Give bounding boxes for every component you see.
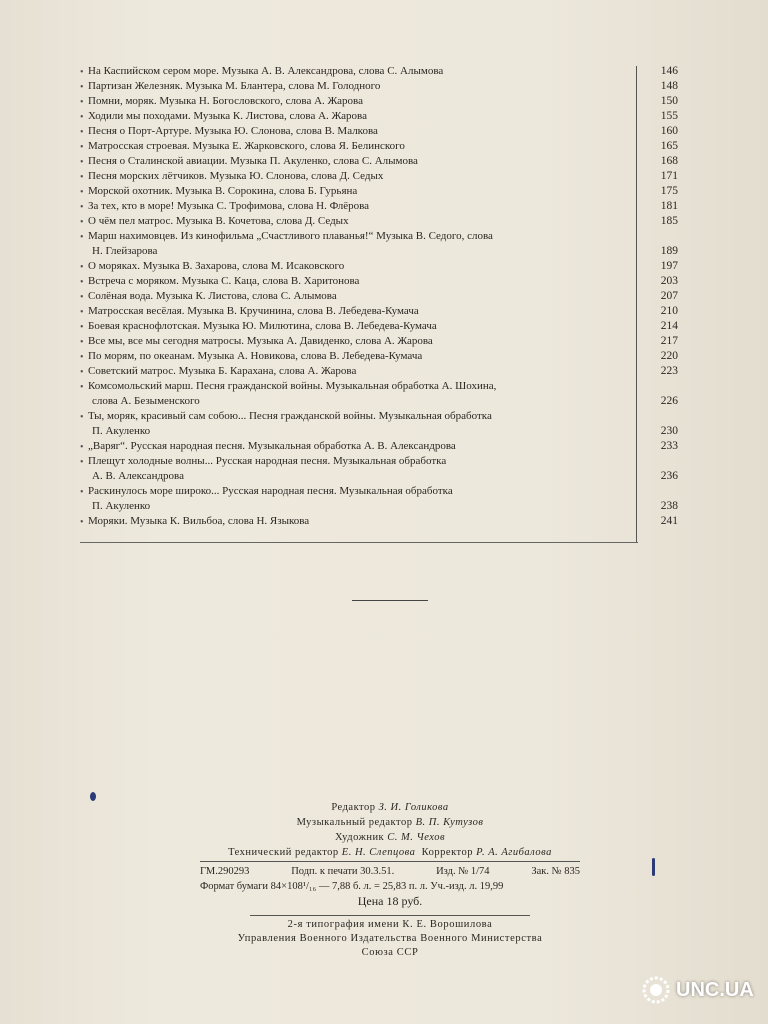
toc-entry — [80, 139, 690, 154]
toc-entry-title: На Каспийском сером море. Музыка А. В. Александрова, слова С. Алымова — [88, 65, 444, 77]
printer-info — [190, 918, 590, 960]
toc-page-number: 230 — [660, 425, 678, 437]
toc-entry — [80, 484, 690, 514]
print-data-row — [200, 864, 580, 879]
toc-entry — [80, 304, 690, 319]
bullet-icon: • — [80, 277, 84, 288]
toc-page-number: 165 — [660, 140, 678, 152]
bullet-icon: • — [80, 112, 84, 123]
bullet-icon: • — [80, 217, 84, 228]
toc-entry-title: Встреча с моряком. Музыка С. Каца, слова В. Харитонова — [88, 275, 360, 287]
toc-entry-title: Ходили мы походами. Музыка К. Листова, слова А. Жарова — [88, 110, 367, 122]
toc-entry — [80, 364, 690, 379]
toc-page-number: 223 — [660, 365, 678, 377]
toc-entry — [80, 289, 690, 304]
toc-entry-title: Все мы, все мы сегодня матросы. Музыка А. Давиденко, слова А. Жарова — [88, 335, 433, 347]
music-editor-line: Музыкальный редактор В. П. Кутузов — [296, 817, 484, 828]
imprint-rule-top — [200, 861, 580, 862]
editor-line: Редактор З. И. Голикова — [331, 802, 449, 813]
toc-page-number: 238 — [660, 500, 678, 512]
section-divider — [352, 600, 428, 601]
toc-entry-title: Матросская весёлая. Музыка В. Кручинина, слова В. Лебедева-Кумача — [88, 305, 419, 317]
toc-page-number: 214 — [660, 320, 678, 332]
toc-entry — [80, 109, 690, 124]
printer-line-2: Управления Военного Издательства Военного Министерства — [237, 933, 543, 944]
toc-page-number: 189 — [660, 245, 678, 257]
toc-entry — [80, 64, 690, 79]
toc-page-number: 236 — [660, 470, 678, 482]
toc-entry — [80, 169, 690, 184]
printer-line-3: Союза ССР — [361, 947, 419, 958]
toc-page-number: 241 — [660, 515, 678, 527]
imprint-credits — [200, 800, 580, 860]
toc-entry-title: О чём пел матрос. Музыка В. Кочетова, слова Д. Седых — [88, 215, 349, 227]
toc-entry-title: Моряки. Музыка К. Вильбоа, слова Н. Языкова — [88, 515, 310, 527]
table-of-contents — [80, 64, 690, 529]
toc-entry-title: Боевая краснофлотская. Музыка Ю. Милютина, слова В. Лебедева-Кумача — [88, 320, 437, 332]
toc-entry — [80, 79, 690, 94]
toc-page-number: 233 — [660, 440, 678, 452]
toc-page-number: 146 — [660, 65, 678, 77]
toc-entry — [80, 349, 690, 364]
bullet-icon: • — [80, 412, 84, 423]
toc-entry-title: Плещут холодные волны... Русская народная песня. Музыкальная обработка — [88, 455, 447, 467]
toc-entry-title: А. В. Александрова — [92, 470, 184, 482]
toc-entry — [80, 334, 690, 349]
bullet-icon: • — [80, 382, 84, 393]
toc-entry-title: Партизан Железняк. Музыка М. Блантера, слова М. Голодного — [88, 80, 381, 92]
bullet-icon: • — [80, 67, 84, 78]
toc-page-number: 150 — [660, 95, 678, 107]
imprint-print-data — [200, 864, 580, 894]
bullet-icon: • — [80, 442, 84, 453]
order-number: Зак. № 835 — [531, 866, 580, 877]
toc-page-number: 168 — [660, 155, 678, 167]
toc-entry-title: Морской охотник. Музыка В. Сорокина, слова Б. Гурьяна — [88, 185, 358, 197]
bullet-icon: • — [80, 127, 84, 138]
toc-entry — [80, 514, 690, 529]
ink-spot — [90, 792, 96, 801]
toc-page-number: 210 — [660, 305, 678, 317]
bullet-icon: • — [80, 487, 84, 498]
toc-page-number: 175 — [660, 185, 678, 197]
toc-page-number: 185 — [660, 215, 678, 227]
toc-entry — [80, 319, 690, 334]
bullet-icon: • — [80, 202, 84, 213]
toc-right-rule — [636, 66, 637, 542]
toc-entry — [80, 214, 690, 229]
bullet-icon: • — [80, 142, 84, 153]
toc-page-number: 203 — [660, 275, 678, 287]
toc-entry-title: Раскинулось море широко... Русская народная песня. Музыкальная обработка — [88, 485, 453, 497]
toc-entry-title: Песня о Сталинской авиации. Музыка П. Акуленко, слова С. Алымова — [88, 155, 418, 167]
bullet-icon: • — [80, 82, 84, 93]
toc-entry-title: Н. Глейзарова — [92, 245, 158, 257]
toc-entry — [80, 274, 690, 289]
bullet-icon: • — [80, 337, 84, 348]
paper-format: Формат бумаги 84×108¹/₁₆ — 7,88 б. л. = 25,83 п. л. Уч.-изд. л. 19,99 — [200, 881, 504, 892]
toc-page-number: 220 — [660, 350, 678, 362]
toc-page-number: 217 — [660, 335, 678, 347]
toc-page-number: 148 — [660, 80, 678, 92]
bullet-icon: • — [80, 157, 84, 168]
toc-entry — [80, 259, 690, 274]
price: Цена 18 руб. — [357, 894, 423, 908]
toc-entry-title: П. Акуленко — [92, 500, 151, 512]
toc-entry-title: Песня о Порт-Артуре. Музыка Ю. Слонова, слова В. Малкова — [88, 125, 378, 137]
signed-to-print: Подп. к печати 30.3.51. — [291, 866, 395, 877]
toc-bottom-rule — [80, 542, 638, 543]
toc-entry-title: О моряках. Музыка В. Захарова, слова М. Исаковского — [88, 260, 345, 272]
toc-entry-title: Матросская строевая. Музыка Е. Жарковского, слова Я. Белинского — [88, 140, 405, 152]
toc-page-number: 155 — [660, 110, 678, 122]
toc-page-number: 181 — [660, 200, 678, 212]
edition-number: Изд. № 1/74 — [436, 866, 490, 877]
tech-editor-line: Технический редактор Е. Н. Слепцова Корректор Р. А. Агибалова — [228, 847, 552, 858]
bullet-icon: • — [80, 352, 84, 363]
toc-entry — [80, 124, 690, 139]
toc-entry-title: слова А. Безыменского — [92, 395, 200, 407]
toc-entry-title: Солёная вода. Музыка К. Листова, слова С. Алымова — [88, 290, 337, 302]
bullet-icon: • — [80, 97, 84, 108]
bullet-icon: • — [80, 232, 84, 243]
toc-page-number: 171 — [660, 170, 678, 182]
toc-entry — [80, 439, 690, 454]
bullet-icon: • — [80, 187, 84, 198]
coin-logo-icon — [642, 976, 670, 1004]
toc-entry — [80, 229, 690, 259]
toc-entry-title: За тех, кто в море! Музыка С. Трофимова, слова Н. Флёрова — [88, 200, 370, 212]
artist-line: Художник С. М. Чехов — [334, 832, 446, 843]
toc-page-number: 160 — [660, 125, 678, 137]
toc-entry — [80, 379, 690, 409]
toc-entry-title: Помни, моряк. Музыка Н. Богословского, слова А. Жарова — [88, 95, 363, 107]
toc-entry-title: Советский матрос. Музыка Б. Карахана, слова А. Жарова — [88, 365, 357, 377]
catalog-code: ГМ.290293 — [200, 866, 250, 877]
ink-spot — [652, 858, 655, 876]
watermark — [642, 976, 754, 1008]
bullet-icon: • — [80, 262, 84, 273]
toc-page-number: 207 — [660, 290, 678, 302]
toc-entry — [80, 454, 690, 484]
toc-entry — [80, 94, 690, 109]
bullet-icon: • — [80, 517, 84, 528]
bullet-icon: • — [80, 367, 84, 378]
bullet-icon: • — [80, 322, 84, 333]
bullet-icon: • — [80, 172, 84, 183]
toc-entry-title: Ты, моряк, красивый сам собою... Песня гражданской войны. Музыкальная обработка — [88, 410, 492, 422]
toc-page-number: 197 — [660, 260, 678, 272]
toc-entry-title: Комсомольский марш. Песня гражданской войны. Музыкальная обработка А. Шохина, — [88, 380, 497, 392]
printer-line-1: 2-я типография имени К. Е. Ворошилова — [287, 919, 493, 930]
imprint-rule-bottom — [250, 915, 530, 916]
toc-entry-title: Песня морских лётчиков. Музыка Ю. Слонова, слова Д. Седых — [88, 170, 384, 182]
toc-entry — [80, 154, 690, 169]
toc-entry-title: По морям, по океанам. Музыка А. Новикова, слова В. Лебедева-Кумача — [88, 350, 423, 362]
toc-entry-title: „Варяг“. Русская народная песня. Музыкальная обработка А. В. Александрова — [88, 440, 456, 452]
toc-entry-title: П. Акуленко — [92, 425, 151, 437]
toc-entry-title: Марш нахимовцев. Из кинофильма „Счастливого плаванья!“ Музыка В. Седого, слова — [88, 230, 493, 242]
toc-entry — [80, 199, 690, 214]
bullet-icon: • — [80, 307, 84, 318]
watermark-text: UNC.UA — [676, 979, 754, 1001]
toc-entry — [80, 409, 690, 439]
bullet-icon: • — [80, 457, 84, 468]
toc-page-number: 226 — [660, 395, 678, 407]
toc-entry — [80, 184, 690, 199]
bullet-icon: • — [80, 292, 84, 303]
